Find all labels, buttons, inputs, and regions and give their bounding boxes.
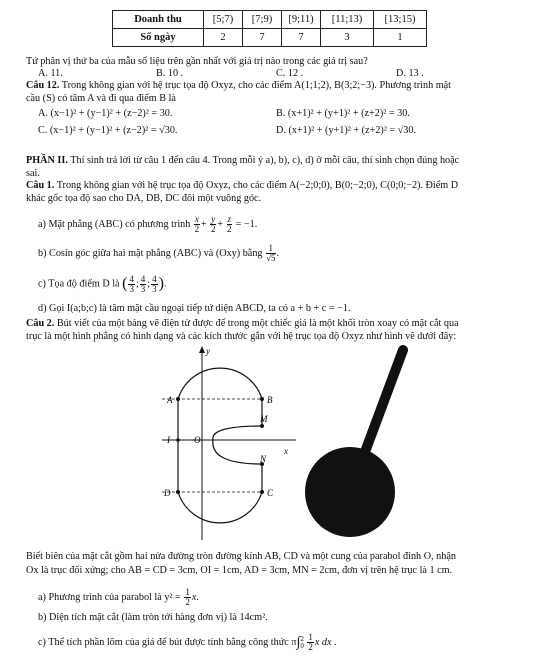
question-stem-cont: khác gốc tọa độ sao cho DA, DB, DC đôi một vuông góc. [26,193,262,204]
option-d: D. (x+1)² + (y+1)² + (z+2)² = √30. [276,125,417,136]
table-row [113,11,427,29]
question-stem: Trong không gian với hệ trục tọa độ Oxyz, cho các điểm A(−2;0;0), B(0;−2;0), C(0;0;−2). Điểm D [56,180,459,191]
question-label: Câu 1. [26,180,55,191]
label-c: C [267,488,274,498]
y-axis-arrow [199,346,205,353]
table-cell: 2 [204,29,243,47]
table-row [113,29,427,47]
table-cell: 1 [374,29,427,47]
label-a: A [167,395,173,405]
point-m [260,424,264,428]
option-c: C. (x−1)² + (y−1)² + (z−2)² = √30. [38,125,178,136]
label-d: D [164,488,171,498]
statement-a: a) Phương trình của parabol là y² = $\frac{1}{2}$ x. [38,587,199,607]
part-text: Thí sinh trả lời từ câu 1 đến câu 4. Trong mỗi ý a), b), c), d) ở mỗi câu, thí sinh chọn đúng hoặc [70,155,460,166]
label-i: I [167,435,170,445]
table-cell: [11;13) [321,11,374,29]
statement-b: b) Diện tích mặt cắt (làm tròn tới hàng đơn vị) là 14cm². [38,612,268,623]
option-a: A. 11. [38,68,63,79]
table-header-cell: Doanh thu [113,11,204,29]
label-y: y [206,346,210,356]
statement-a: a) Mặt phẳng (ABC) có phương trình $\frac{x}{2}$ + $\frac{y}{2}$ + $\frac{z}{2}$ = −1. [38,214,258,234]
part-2-instructions [26,155,521,168]
question-1 [26,180,521,193]
question-stem-cont: cầu (S) có tâm A và đi qua điểm B là [26,93,176,104]
question-12 [26,80,521,93]
option-d: D. 13 . [396,68,424,79]
cross-section-diagram [150,342,300,542]
table-cell: [9;11) [282,11,321,29]
question-stem: Trong không gian với hệ trục tọa độ Oxyz, cho các điểm A(1;1;2), B(3;2;−3). Phương trình mặt [61,80,451,91]
label-n: N [260,454,267,464]
label-o: O [194,435,201,445]
label-m: M [260,414,268,424]
figure-description: Biết biên của mặt cắt gồm hai nửa đường tròn đường kính AB, CD và một cung của parabol đỉnh O, nhận [26,551,456,562]
question-2 [26,318,521,331]
table-cell: 3 [321,29,374,47]
part-text-cont: sai. [26,168,40,179]
part-title: PHẦN II. [26,155,68,166]
table-header-cell: Số ngày [113,29,204,47]
figure-description-cont: Ox là trục đối xứng; cho AB = CD = 3cm, OI = 1cm, AD = 3cm, MN = 2cm, đơn vị trên hệ trục là 1 cm. [26,565,453,576]
point-c [260,490,264,494]
option-b: B. (x+1)² + (y+1)² + (z+2)² = 30. [276,108,410,119]
pen-stand-illustration [300,345,420,545]
statement-c: c) Tọa độ điểm D là ( $\frac{4}{3}$ ; $\frac{4}{3}$ ; $\frac{4}{3}$ ). [38,273,167,294]
parabola-arc [213,426,262,464]
option-c: C. 12 . [276,68,304,79]
statement-d: d) Gọi I(a;b;c) là tâm mặt cầu ngoại tiếp tứ diện ABCD, ta có a + b + c = −1. [38,303,351,314]
question-label: Câu 2. [26,318,55,329]
question-stem: Bút viết của một bảng vẽ điện tử được để trong một chiếc giá là một khối tròn xoay có mặt cắt qua [56,318,459,329]
option-a: A. (x−1)² + (y−1)² + (z−2)² = 30. [38,108,173,119]
label-x: x [284,446,288,456]
table-cell: 7 [282,29,321,47]
statement-b: b) Cosin góc giữa hai mặt phẳng (ABC) và (Oxy) bằng $\frac{1}{√5}$ . [38,243,280,263]
statement-c: c) Thể tích phần lõm của giá để bút được tính bằng công thức π∫ 2 0 $\frac{1}{2}$ x dx . [38,632,337,652]
table-cell: [7;9) [243,11,282,29]
point-b [260,397,264,401]
semicircle-dc [178,492,262,523]
point-d [176,490,180,494]
semicircle-ab [178,368,262,399]
frequency-table [112,10,427,47]
question-label: Câu 12. [26,80,60,91]
option-b: B. 10 . [156,68,184,79]
question-stem: Tứ phân vị thứ ba của mẫu số liệu trên gần nhất với giá trị nào trong các giá trị sau? [26,56,368,67]
point-a [176,397,180,401]
point-i [176,438,180,442]
table-cell: 7 [243,29,282,47]
table-cell: [13;15) [374,11,427,29]
question-stem-cont: trục là một hình phẳng có hình dạng và các kích thước gắn với hệ trục tọa độ Oxyz như hình vẽ dưới đây: [26,331,457,342]
label-b: B [267,395,273,405]
table-cell: [5;7) [204,11,243,29]
